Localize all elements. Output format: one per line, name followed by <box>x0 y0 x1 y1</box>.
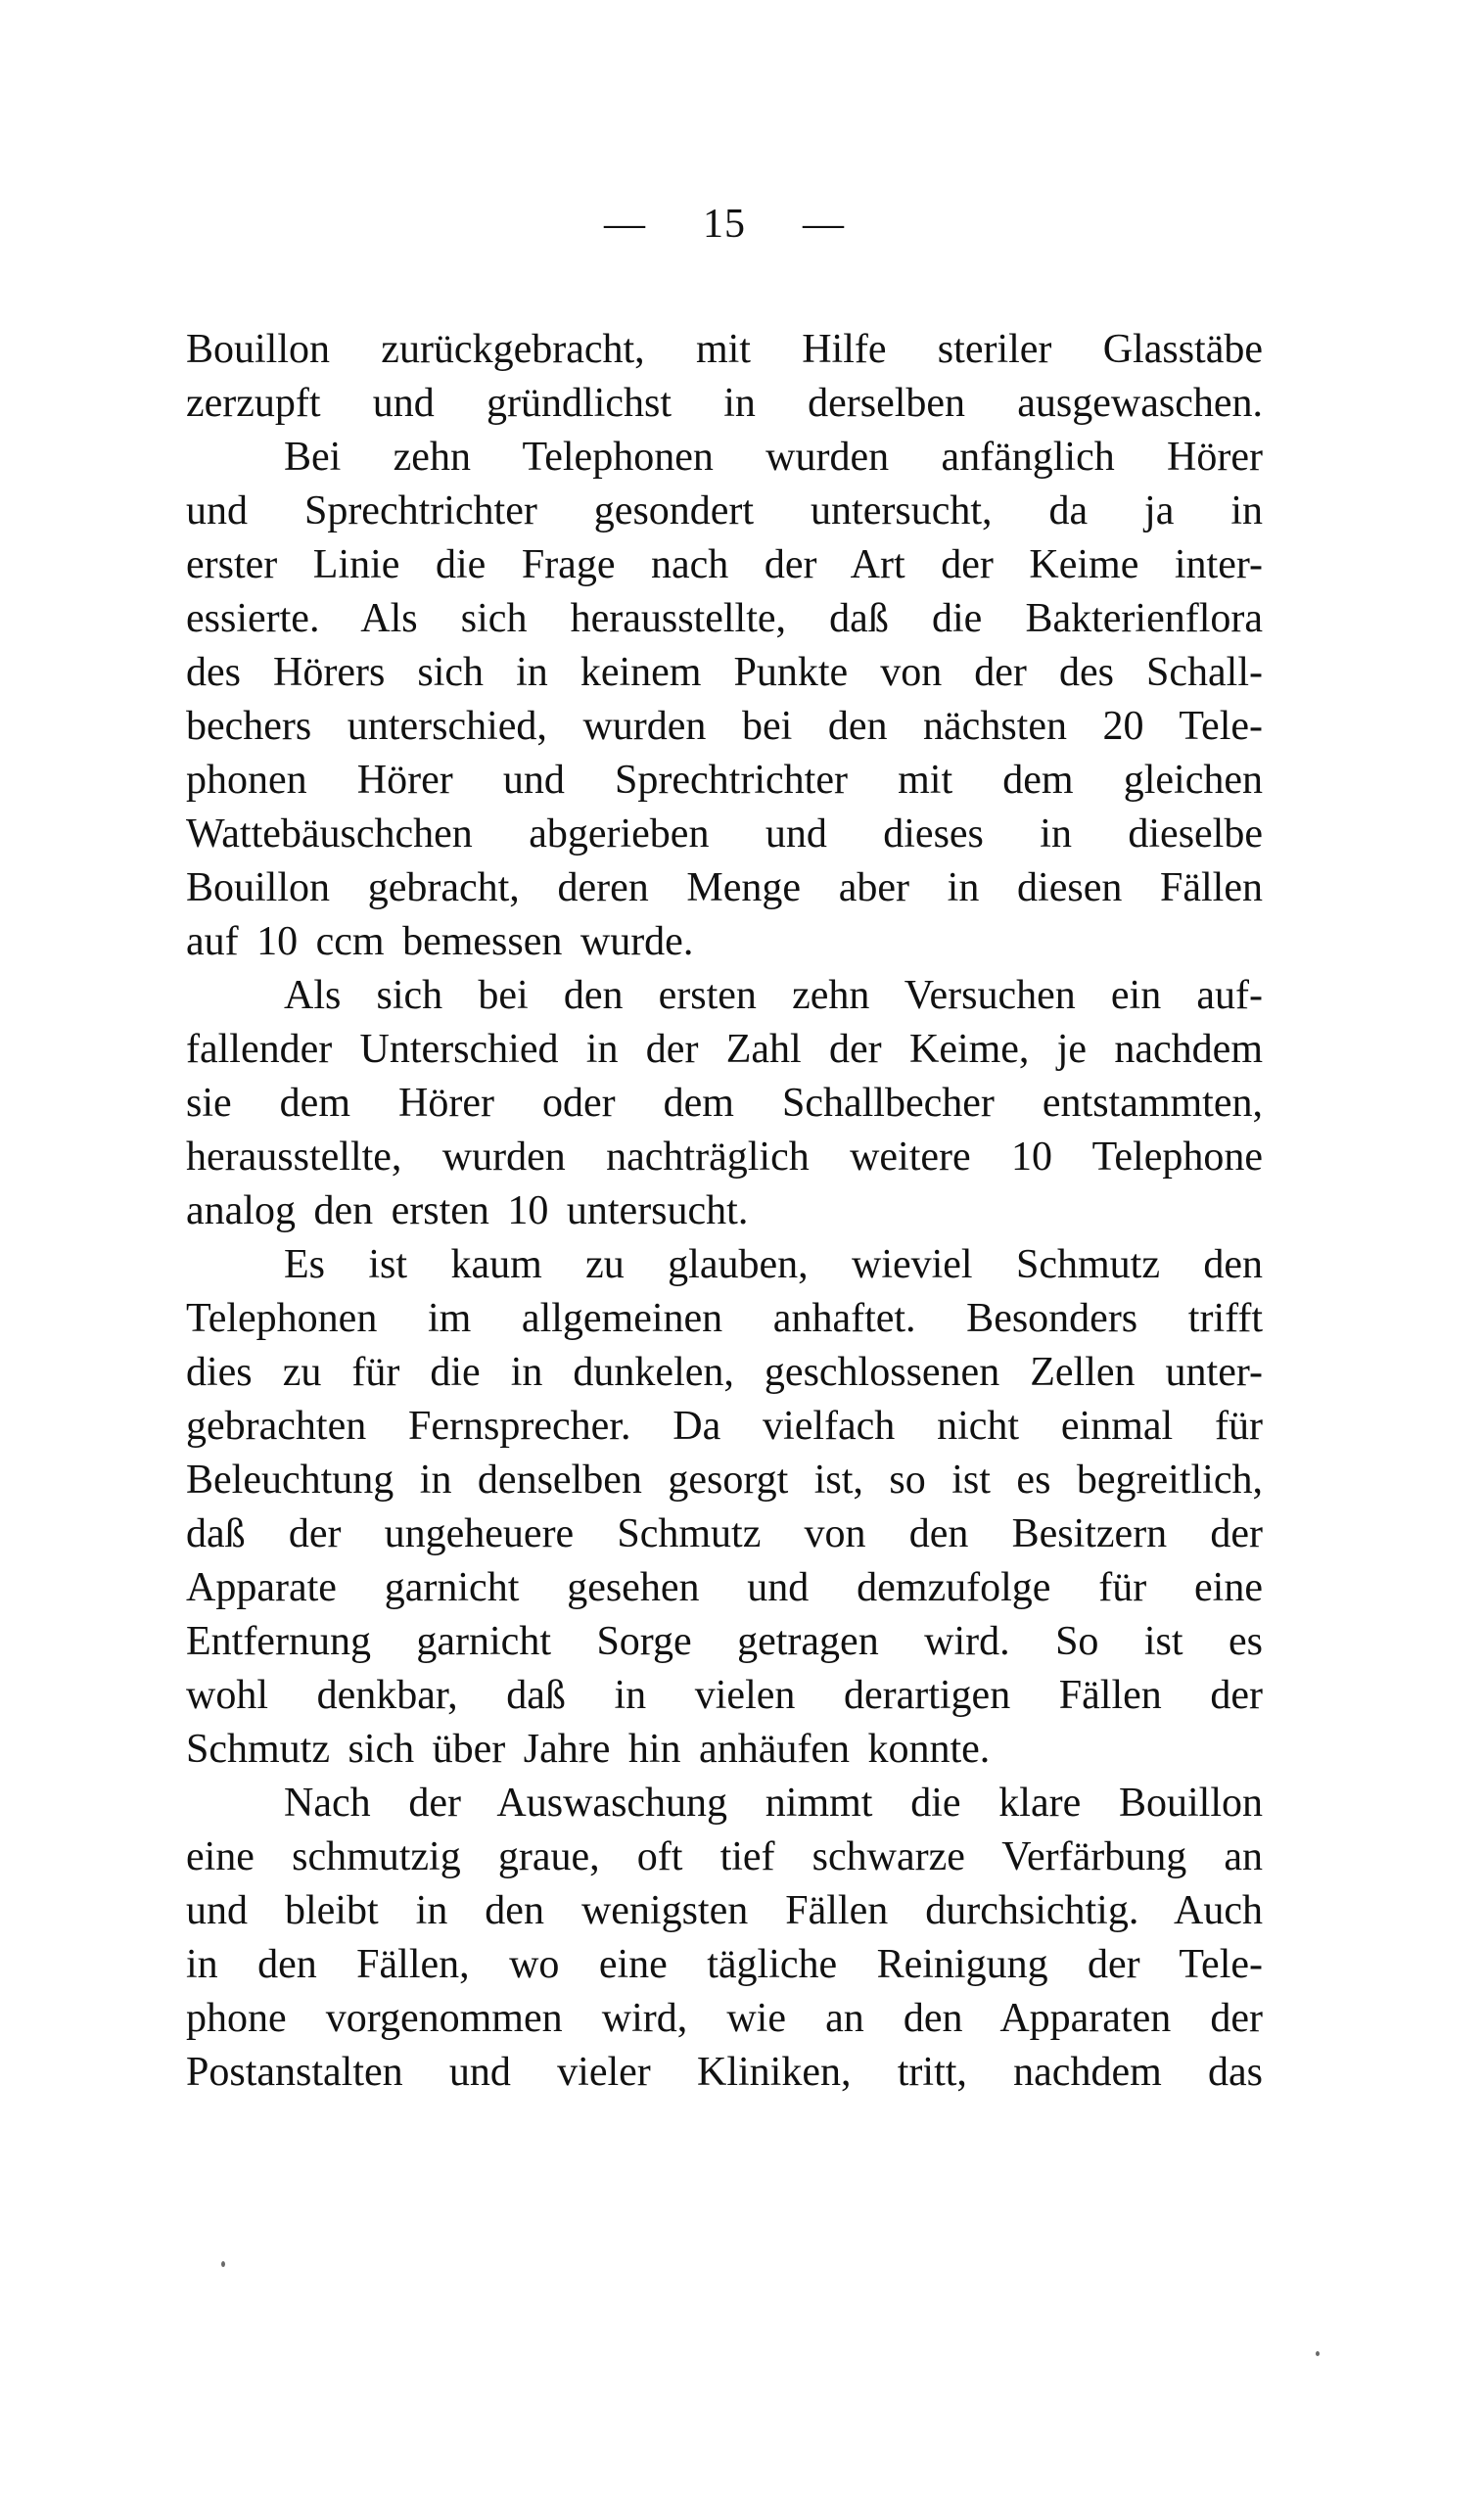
text-line: analog den ersten 10 untersucht. <box>186 1188 749 1233</box>
text-line: gebrachten Fernsprecher. Da vielfach nicht einmal für <box>186 1404 1263 1449</box>
text-line: bechers unterschied, wurden bei den nächsten 20 Tele- <box>186 704 1263 749</box>
scan-artifact <box>1316 2351 1320 2356</box>
text-line: Es ist kaum zu glauben, wieviel Schmutz den <box>284 1242 1263 1287</box>
text-line: Telephonen im allgemeinen anhaftet. Besonders trifft <box>186 1296 1263 1341</box>
text-line: fallender Unterschied in der Zahl der Keime, je nachdem <box>186 1027 1263 1072</box>
text-line: Schmutz sich über Jahre hin anhäufen konnte. <box>186 1727 991 1772</box>
text-line: wohl denkbar, daß in vielen derartigen Fällen der <box>186 1673 1263 1718</box>
text-line: Beleuchtung in denselben gesorgt ist, so ist es begreitlich, <box>186 1458 1263 1503</box>
text-line: auf 10 ccm bemessen wurde. <box>186 919 694 964</box>
text-line: Apparate garnicht gesehen und demzufolge für eine <box>186 1565 1263 1610</box>
text-line: und Sprechtrichter gesondert untersucht, da ja in <box>186 488 1263 533</box>
text-line: zerzupft und gründlichst in derselben ausgewaschen. <box>186 381 1263 426</box>
text-line: sie dem Hörer oder dem Schallbecher entstammten, <box>186 1081 1263 1126</box>
text-line: und bleibt in den wenigsten Fällen durchsichtig. Auch <box>186 1888 1263 1933</box>
text-line: Bouillon gebracht, deren Menge aber in diesen Fällen <box>186 865 1263 910</box>
text-line: Bei zehn Telephonen wurden anfänglich Hörer <box>284 435 1263 480</box>
text-line: phonen Hörer und Sprechtrichter mit dem gleichen <box>186 758 1263 803</box>
page-number-dash-left: — <box>604 202 646 247</box>
text-line: Bouillon zurückgebracht, mit Hilfe steriler Glasstäbe <box>186 327 1263 372</box>
page-number <box>186 201 1263 248</box>
text-line: in den Fällen, wo eine tägliche Reinigung der Tele- <box>186 1942 1263 1987</box>
text-line: daß der ungeheuere Schmutz von den Besitzern der <box>186 1511 1263 1556</box>
text-line: Wattebäuschchen abgerieben und dieses in dieselbe <box>186 811 1263 857</box>
scan-artifact <box>221 2261 225 2267</box>
body-text <box>186 323 1263 2100</box>
text-line: Postanstalten und vieler Kliniken, tritt, nachdem das <box>186 2050 1263 2095</box>
text-line: Als sich bei den ersten zehn Versuchen ein auf- <box>284 973 1263 1018</box>
text-line: des Hörers sich in keinem Punkte von der des Schall- <box>186 650 1263 695</box>
text-line: herausstellte, wurden nachträglich weitere 10 Telephone <box>186 1135 1263 1180</box>
page-number-value: 15 <box>703 202 746 247</box>
text-line: Entfernung garnicht Sorge getragen wird. So ist es <box>186 1619 1263 1664</box>
text-line: essierte. Als sich herausstellte, daß die Bakterienflora <box>186 596 1263 641</box>
text-line: phone vorgenommen wird, wie an den Apparaten der <box>186 1996 1263 2041</box>
text-line: eine schmutzig graue, oft tief schwarze Verfärbung an <box>186 1834 1263 1879</box>
text-line: erster Linie die Frage nach der Art der Keime inter- <box>186 542 1263 587</box>
page-number-dash-right: — <box>803 202 845 247</box>
text-line: Nach der Auswaschung nimmt die klare Bouillon <box>284 1781 1263 1826</box>
text-line: dies zu für die in dunkelen, geschlossenen Zellen unter- <box>186 1350 1263 1395</box>
